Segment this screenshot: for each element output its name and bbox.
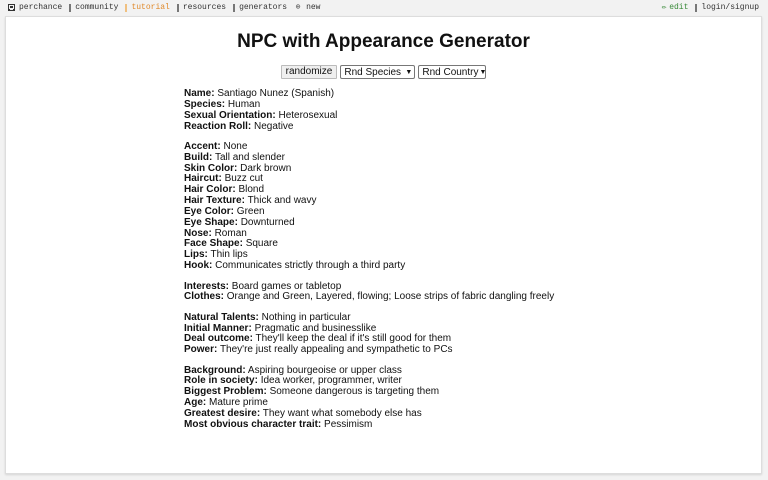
field-label: Interests: (184, 280, 230, 292)
nav-generators-label: generators (239, 3, 288, 12)
chat-icon (69, 4, 71, 12)
nav-edit-label: edit (669, 3, 689, 12)
nav-community[interactable] (69, 3, 118, 12)
user-icon (695, 4, 697, 12)
npc-group-interests (184, 282, 554, 304)
field-value: Someone dangerous is targeting them (269, 386, 440, 398)
field-value: Human (227, 98, 261, 110)
nav-generators[interactable] (233, 3, 287, 12)
nav-perchance-label: perchance (19, 3, 63, 12)
field-label: Eye Shape: (184, 216, 238, 228)
plus-circle-icon: ⊕ (295, 3, 301, 12)
field-label: Power: (184, 344, 218, 356)
book-icon (125, 4, 127, 12)
field-label: Accent: (184, 140, 221, 152)
field-value: Santiago Nunez (Spanish) (217, 88, 335, 99)
field-value: They'll keep the deal if it's still good for them (255, 333, 452, 345)
field-value: They want what somebody else has (262, 407, 422, 419)
field-value: Pragmatic and businesslike (254, 322, 377, 334)
npc-group-manner (184, 313, 554, 356)
field-label: Haircut: (184, 173, 222, 185)
chevron-down-icon: ▼ (479, 68, 487, 76)
field-value: Aspiring bourgeoise or upper class (247, 364, 402, 376)
pencil-icon: ✏ (661, 3, 667, 12)
field-label: Clothes: (184, 291, 224, 303)
country-select[interactable] (418, 65, 486, 79)
field-value: Orange and Green, Layered, flowing; Loose strips of fabric dangling freely (226, 291, 555, 303)
npc-field (184, 345, 554, 356)
field-value: Downturned (240, 216, 295, 228)
field-value: Thick and wavy (247, 195, 317, 207)
npc-output (184, 89, 554, 431)
field-value: Square (245, 238, 278, 250)
field-label: Reaction Roll: (184, 120, 252, 132)
field-label: Age: (184, 397, 207, 409)
field-label: Nose: (184, 227, 212, 239)
field-value: Pessimism (324, 418, 373, 430)
generator-controls (6, 65, 761, 79)
field-value: Idea worker, programmer, writer (260, 375, 402, 387)
field-label: Hook: (184, 260, 213, 272)
field-label: Role in society: (184, 375, 258, 387)
npc-group-background (184, 366, 554, 431)
nav-login-signup[interactable] (695, 3, 759, 12)
nav-community-label: community (75, 3, 119, 12)
npc-group-appearance (184, 142, 554, 272)
species-select[interactable] (340, 65, 415, 79)
field-value: Green (236, 205, 265, 217)
chevron-down-icon: ▼ (405, 68, 413, 76)
npc-field (184, 261, 554, 272)
field-value: Buzz cut (224, 173, 263, 185)
field-value: Tall and slender (214, 151, 285, 163)
field-label: Lips: (184, 249, 208, 261)
field-value: Negative (254, 120, 294, 132)
field-label: Natural Talents: (184, 311, 259, 323)
folder-icon (177, 4, 179, 12)
field-value: Heterosexual (278, 109, 338, 121)
nav-perchance[interactable] (8, 3, 62, 12)
nav-tutorial-label: tutorial (131, 3, 170, 12)
country-select-value: Rnd Country (422, 66, 479, 78)
top-nav-left (8, 3, 327, 12)
nav-resources-label: resources (182, 3, 227, 12)
field-label: Hair Color: (184, 184, 236, 196)
top-nav-right (661, 3, 759, 12)
field-label: Sexual Orientation: (184, 109, 276, 121)
field-value: Dark brown (240, 162, 292, 174)
field-value: Blond (238, 184, 265, 196)
field-label: Deal outcome: (184, 333, 253, 345)
field-value: None (223, 140, 248, 152)
randomize-button[interactable]: randomize (281, 65, 338, 79)
npc-field (184, 292, 554, 303)
field-label: Greatest desire: (184, 407, 261, 419)
page-title: NPC with Appearance Generator (237, 31, 530, 52)
species-select-value: Rnd Species (344, 66, 402, 78)
field-label: Skin Color: (184, 162, 238, 174)
npc-group-identity (184, 89, 554, 132)
top-nav-bar (0, 0, 768, 16)
field-value: Thin lips (210, 249, 248, 261)
npc-field (184, 420, 554, 431)
field-value: They're just really appealing and sympathetic to PCs (219, 344, 453, 356)
field-label: Build: (184, 151, 213, 163)
field-value: Mature prime (209, 397, 268, 409)
field-label: Name: (184, 88, 215, 99)
list-icon (233, 4, 235, 12)
field-label: Species: (184, 98, 226, 110)
field-label: Hair Texture: (184, 195, 245, 207)
nav-new-label: new (306, 3, 321, 12)
field-value: Nothing in particular (261, 311, 351, 323)
nav-login-label: login/signup (701, 3, 759, 12)
nav-edit[interactable] (661, 3, 688, 12)
field-value: Roman (214, 227, 247, 239)
field-label: Background: (184, 364, 246, 376)
field-label: Eye Color: (184, 205, 235, 217)
npc-field (184, 122, 554, 133)
generator-panel (5, 16, 762, 474)
nav-resources[interactable] (177, 3, 226, 12)
dice-icon (8, 4, 15, 11)
field-label: Initial Manner: (184, 322, 252, 334)
nav-new[interactable] (294, 3, 320, 12)
field-value: Board games or tabletop (231, 280, 342, 292)
field-label: Biggest Problem: (184, 386, 267, 398)
nav-tutorial[interactable] (125, 3, 169, 12)
field-label: Face Shape: (184, 238, 243, 250)
field-value: Communicates strictly through a third party (215, 260, 406, 272)
field-label: Most obvious character trait: (184, 418, 322, 430)
